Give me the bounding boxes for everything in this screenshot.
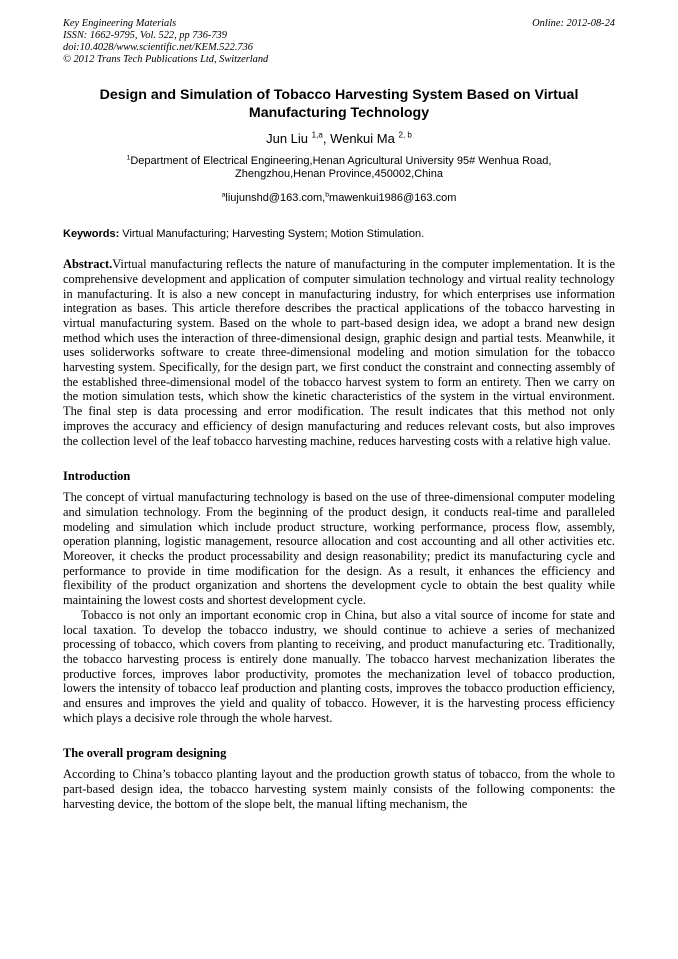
- affiliation-line-2: Zhengzhou,Henan Province,450002,China: [235, 168, 443, 181]
- section-overall-program-designing: [63, 746, 615, 811]
- keywords-line: [63, 228, 615, 240]
- journal-header: [63, 18, 615, 66]
- keywords-text: Virtual Manufacturing; Harvesting System; Motion Stimulation.: [119, 228, 425, 241]
- journal-copyright-line: © 2012 Trans Tech Publications Ltd, Switzerland: [63, 54, 269, 66]
- affiliation-text-1: Department of Electrical Engineering,Henan Agricultural University 95# Wenhua Road,: [130, 154, 552, 167]
- email-mark-b: b: [325, 191, 330, 199]
- abstract-label: Abstract.: [63, 257, 113, 272]
- paragraph: Tobacco is not only an important economic crop in China, but also a vital source of income for state and local taxation. To develop the tobacco industry, we should continue to achieve a series of mechanized processing of tobacco, which covers from planting to receiving, and product manufacturing etc. Traditionally, the tobacco harvesting process is entirely done manually. The tobacco harvest mechanization liberates the productive forces, improves labor productivity, promotes the mechanization level of tobacco production, lowers the intensity of tobacco leaf production and planting costs, improves the tobacco production efficiency, and ensures and improves the yield and quality of tobacco. However, it is the harvesting process efficiency which plays a decisive role through the whole harvest.: [63, 607, 615, 725]
- authors-line: [63, 131, 615, 146]
- journal-doi-line: doi:10.4028/www.scientific.net/KEM.522.736: [63, 42, 253, 54]
- author-name-2: Wenkui Ma: [330, 130, 399, 146]
- abstract-text: Virtual manufacturing reflects the nature of manufacturing in the computer implementation. It is the comprehensive development and application of computer simulation technology and virtual reality technology in manufacturing. It is also a new concept in manufacturing industry, for which enterprises use information integration as bases. This article therefore describes the practical applications of the tobacco harvesting in virtual manufacturing system. Based on the whole to part-based design idea, we adopt a brand new design method which uses the interaction of three-dimensional design, graphic design and partial tests. Meanwhile, it uses soliderworks software to create three-dimensional modeling and motion simulation for the tobacco harvesting system. Specifically, for the design part, we first conduct the constraint and connecting assembly of the established three-dimensional model of the tobacco harvest system to form an entirety. Then we carry on the motion simulation tests, which show the kinetic characteristics of the system in the virtual environment. The final step is data processing and error modification. The result indicates that this method not only improves the accuracy and efficiency of design manufacturing and reduces relevant costs, but also improves the collection level of the leaf tobacco harvesting machine, reduces harvesting costs with a relative high value.: [63, 257, 615, 448]
- abstract-paragraph: [63, 257, 615, 448]
- section-heading-introduction: Introduction: [63, 469, 131, 484]
- journal-title: Key Engineering Materials: [63, 18, 177, 29]
- online-date: Online: 2012-08-24: [532, 18, 615, 29]
- email-mark-a: a: [221, 191, 226, 199]
- paragraph: The concept of virtual manufacturing technology is based on the use of three-dimensional computer modeling and simulation technology. From the beginning of the product design, it conducts real-time and paralleled modeling and simulation which include product structure, working performance, process flow, assembly, operation planning, logistic management, resource allocation and cost accounting and all other activities etc. Moreover, it checks the product processability and design reasonability; predict its manufacturing cycle and performance to provide in time modification for the design. As a result, it enhances the efficiency and flexibility of the product organization and shortens the development cycle to obtain the best quality while maintaining the lowest costs and shortest development cycle.: [63, 490, 615, 608]
- affiliation-mark: 1: [126, 153, 131, 161]
- affiliation-line-1: [63, 155, 615, 169]
- emails-line: [63, 192, 615, 204]
- paper-title: Design and Simulation of Tobacco Harvesting System Based on Virtual Manufacturing Technology: [99, 87, 579, 122]
- authors-separator: ,: [322, 130, 331, 146]
- author-name-1: Jun Liu: [266, 130, 312, 146]
- keywords-label: Keywords:: [63, 228, 120, 241]
- section-introduction: [63, 469, 615, 725]
- author-affiliation-mark-1: 1,a: [311, 130, 323, 140]
- affiliation-block: [63, 155, 615, 183]
- email-address-a: liujunshd@163.com,: [225, 192, 326, 205]
- author-affiliation-mark-2: 2, b: [398, 130, 412, 140]
- journal-info: [63, 18, 268, 66]
- paragraph: According to China’s tobacco planting layout and the production growth status of tobacco, from the whole to part-based design idea, the tobacco harvesting system mainly consists of the following components: the harvesting device, the bottom of the slope belt, the manual lifting mechanism, the: [63, 767, 615, 811]
- section-heading-overall-program: The overall program designing: [63, 746, 227, 761]
- email-address-b: mawenkui1986@163.com: [329, 192, 457, 205]
- journal-issn-line: ISSN: 1662-9795, Vol. 522, pp 736-739: [63, 30, 227, 42]
